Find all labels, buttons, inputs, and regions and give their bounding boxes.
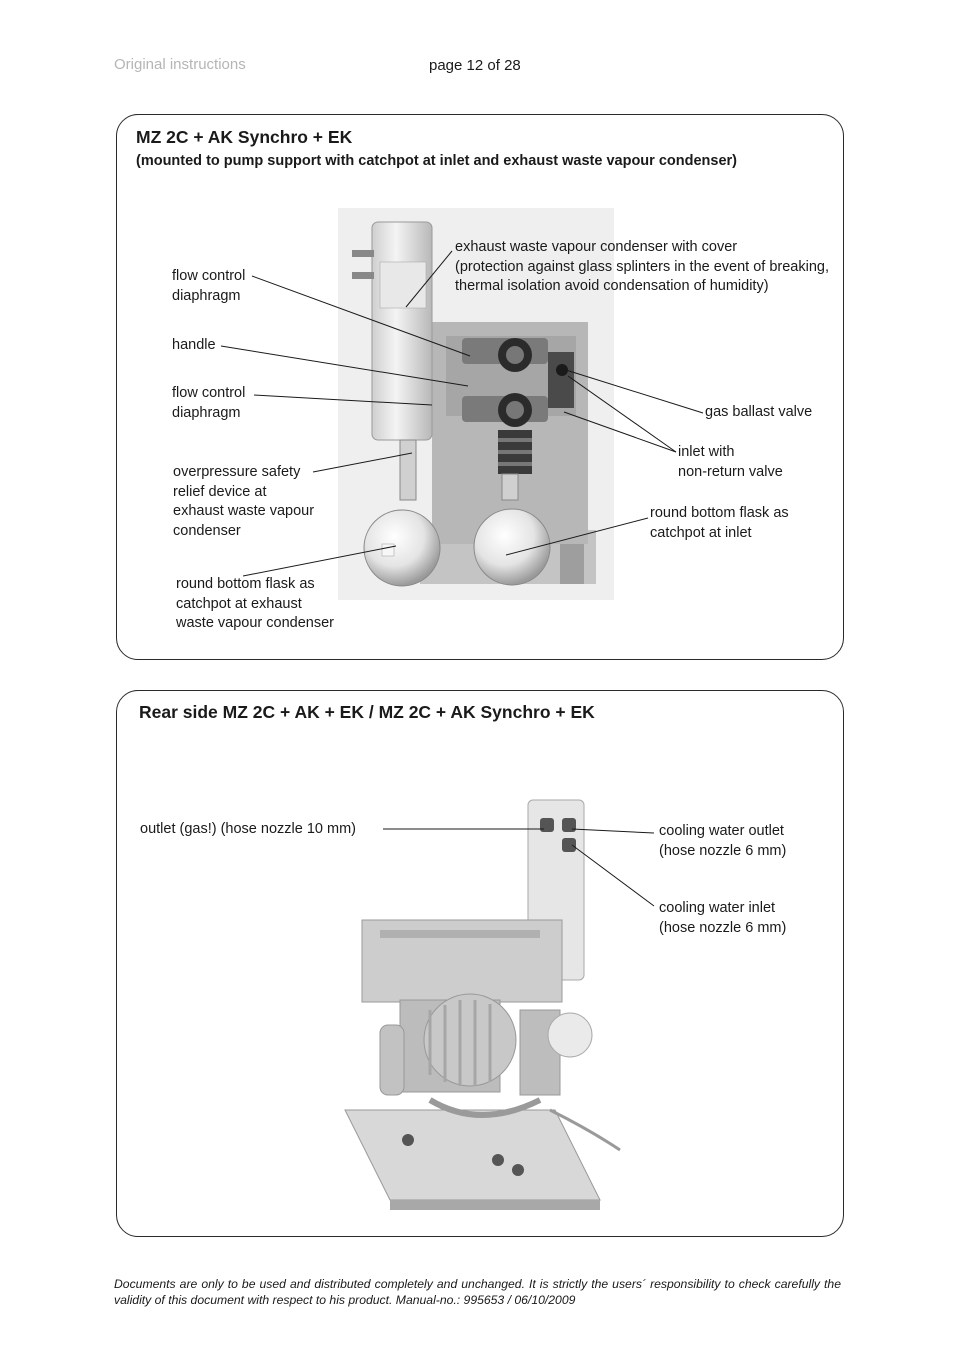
panel-front-title: MZ 2C + AK Synchro + EK	[136, 127, 353, 147]
label-line: (protection against glass splinters in the event of breaking,	[455, 258, 829, 275]
label-line: (hose nozzle 6 mm)	[659, 842, 787, 859]
label-line: round bottom flask as	[650, 505, 789, 521]
label-line: diaphragm	[172, 287, 241, 304]
document-type-label: Original instructions	[114, 56, 246, 73]
page-number: page 12 of 28	[429, 57, 521, 74]
label-line: (hose nozzle 6 mm)	[659, 919, 787, 936]
label-handle: handle	[172, 337, 216, 353]
label-line: waste vapour condenser	[176, 615, 334, 631]
label-line: diaphragm	[172, 404, 241, 421]
label-cooling-water-outlet	[659, 822, 786, 861]
label-cooling-water-inlet	[659, 899, 786, 938]
label-gas-ballast-valve: gas ballast valve	[705, 404, 813, 420]
label-line: round bottom flask as	[176, 576, 315, 592]
label-line: catchpot at inlet	[650, 524, 752, 541]
footer-disclaimer: Documents are only to be used and distributed completely and unchanged. It is strictly the users´ responsibility to check carefully the validity of this document with respect to his product. Manual-no.: 995653 / 06/10/2009	[114, 1277, 841, 1307]
panel-front-subtitle: (mounted to pump support with catchpot at inlet and exhaust waste vapour condenser)	[136, 153, 737, 169]
label-line: thermal isolation avoid condensation of humidity)	[455, 278, 769, 294]
panel-rear-title: Rear side MZ 2C + AK + EK / MZ 2C + AK Synchro + EK	[139, 702, 595, 722]
label-line: catchpot at exhaust	[176, 595, 302, 612]
label-line: overpressure safety	[173, 464, 301, 480]
label-line: inlet with	[678, 444, 735, 460]
label-line: cooling water outlet	[659, 823, 784, 839]
label-line: exhaust waste vapour condenser with cover	[455, 239, 738, 255]
label-line: non-return valve	[678, 463, 783, 480]
label-line: relief device at	[173, 483, 267, 500]
label-line: flow control	[172, 385, 246, 401]
label-outlet-gas: outlet (gas!) (hose nozzle 10 mm)	[140, 821, 356, 837]
label-line: condenser	[173, 522, 241, 539]
label-line: exhaust waste vapour	[173, 503, 315, 519]
label-line: flow control	[172, 268, 246, 284]
label-line: cooling water inlet	[659, 900, 776, 916]
